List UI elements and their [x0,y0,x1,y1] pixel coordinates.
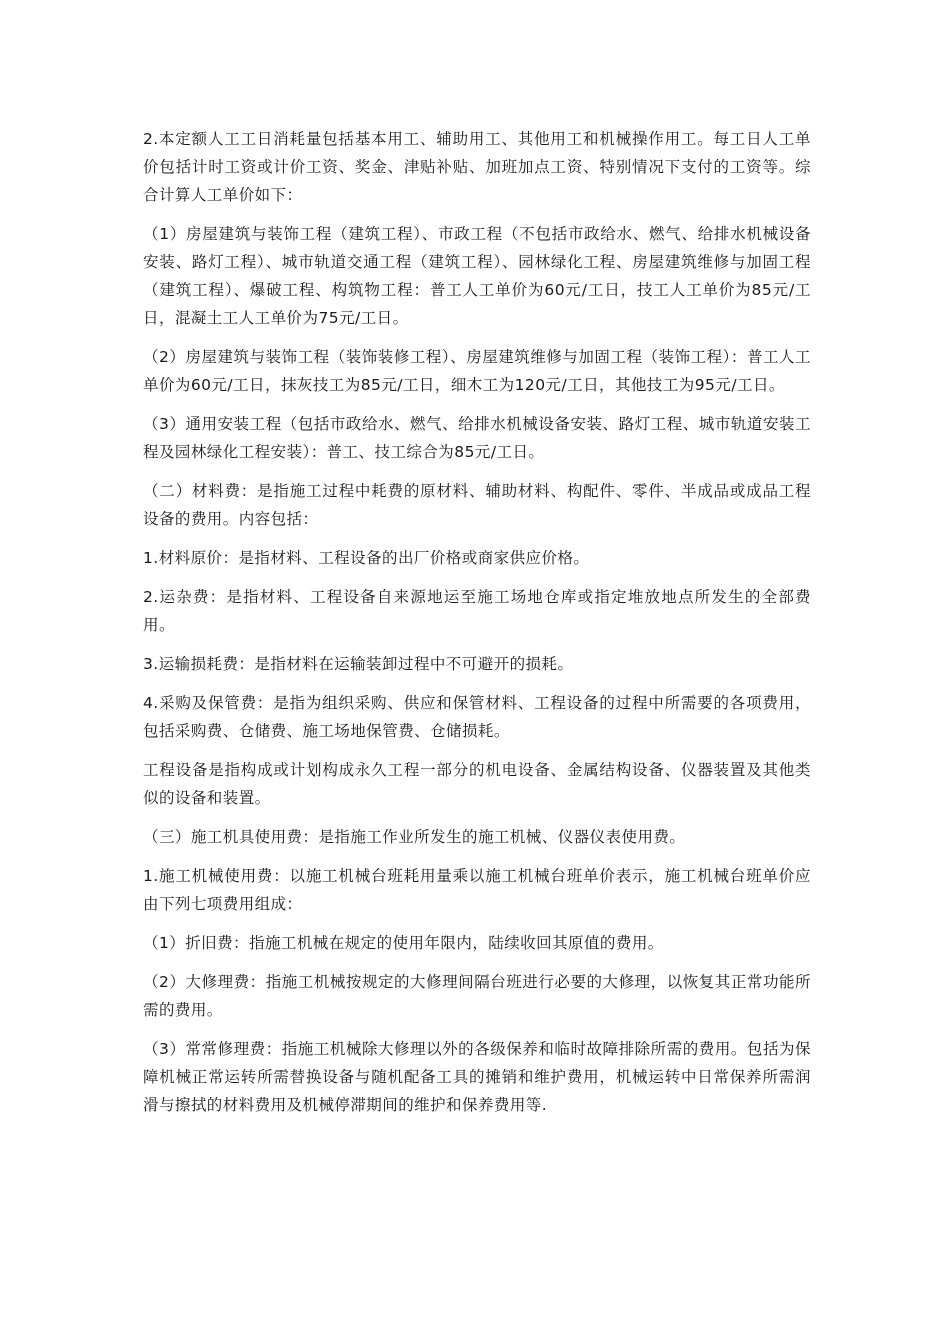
paragraph-depreciation: （1）折旧费：指施工机械在规定的使用年限内，陆续收回其原值的费用。 [143,934,664,952]
paragraph-procurement-storage: 4.采购及保管费：是指为组织采购、供应和保管材料、工程设备的过程中所需要的各项费用，包括采购费、仓储费、施工场地保管费、仓储损耗。 [143,694,811,740]
paragraph-machinery-cost: （三）施工机具使用费：是指施工作业所发生的施工机械、仪器仪表使用费。 [143,828,686,846]
paragraph-labor-consumption: 2.本定额人工工日消耗量包括基本用工、辅助用工、其他用工和机械操作用工。每工日人工单价包括计时工资或计价工资、奖金、津贴补贴、加班加点工资、特别情况下支付的工资等。综合计算人工单价如下： [143,130,811,204]
paragraph-labor-price-2: （2）房屋建筑与装饰工程（装饰装修工程）、房屋建筑维修与加固工程（装饰工程）：普工人工单价为60元/工日，抹灰技工为85元/工日，细木工为120元/工日，其他技工为95元/工日。 [143,348,811,394]
paragraph-labor-price-3: （3）通用安装工程（包括市政给水、燃气、给排水机械设备安装、路灯工程、城市轨道安装工程及园林绿化工程安装）：普工、技工综合为85元/工日。 [143,415,811,461]
paragraph-transport-fee: 2.运杂费：是指材料、工程设备自来源地运至施工场地仓库或指定堆放地点所发生的全部费用。 [143,588,811,634]
document-body [143,125,811,1130]
paragraph-material-original-price: 1.材料原价：是指材料、工程设备的出厂价格或商家供应价格。 [143,549,590,567]
paragraph-labor-price-1: （1）房屋建筑与装饰工程（建筑工程）、市政工程（不包括市政给水、燃气、给排水机械设备安装、路灯工程）、城市轨道交通工程（建筑工程）、园林绿化工程、房屋建筑维修与加固工程（建筑工程）、爆破工程、构筑物工程：普工人工单价为60元/工日，技工人工单价为85元/工日，混凝土工人工单价为75元/工日。 [143,225,811,327]
paragraph-material-cost: （二）材料费：是指施工过程中耗费的原材料、辅助材料、构配件、零件、半成品或成品工程设备的费用。内容包括： [143,482,811,528]
paragraph-machinery-usage: 1.施工机械使用费：以施工机械台班耗用量乘以施工机械台班单价表示，施工机械台班单价应由下列七项费用组成： [143,867,811,913]
paragraph-transport-loss: 3.运输损耗费：是指材料在运输装卸过程中不可避开的损耗。 [143,655,574,673]
paragraph-overhaul: （2）大修理费：指施工机械按规定的大修理间隔台班进行必要的大修理，以恢复其正常功能所需的费用。 [143,973,811,1019]
paragraph-engineering-equipment: 工程设备是指构成或计划构成永久工程一部分的机电设备、金属结构设备、仪器装置及其他类似的设备和装置。 [143,761,811,807]
paragraph-regular-repair: （3）常常修理费：指施工机械除大修理以外的各级保养和临时故障排除所需的费用。包括为保障机械正常运转所需替换设备与随机配备工具的摊销和维护费用，机械运转中日常保养所需润滑与擦拭的材料费用及机械停滞期间的维护和保养费用等. [143,1040,811,1114]
